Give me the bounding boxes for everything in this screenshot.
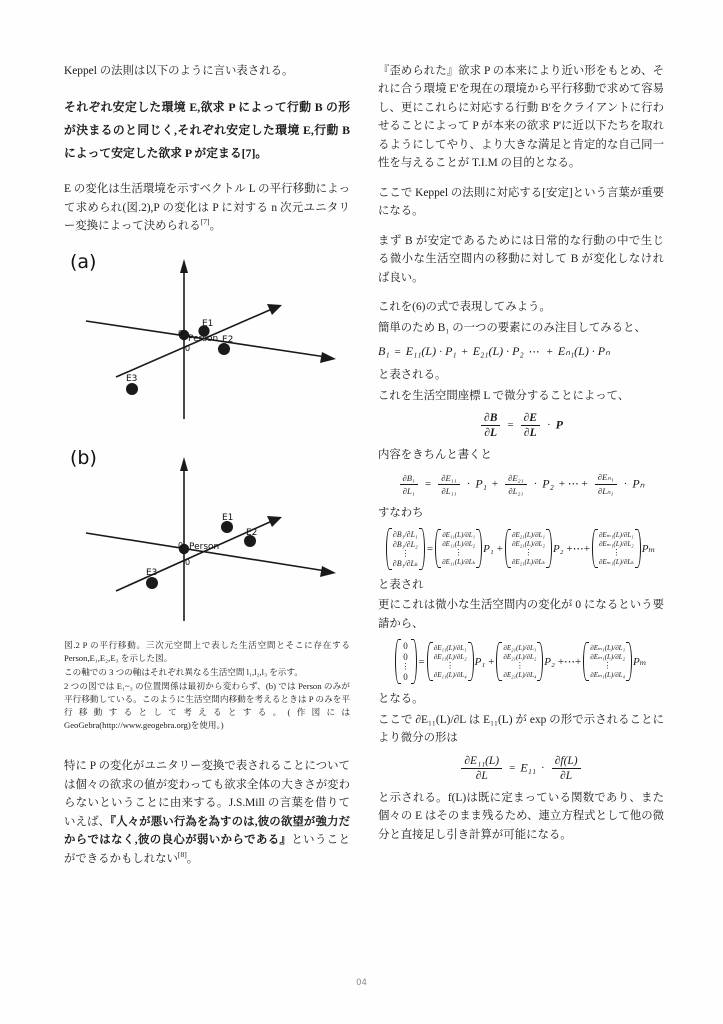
equation-4-lhs-numerator: ∂E₁₁(L) (461, 755, 502, 769)
matrix-2-t3-row-3: ⋮ (603, 661, 612, 671)
equation-3-term-3-factor: Pₙ (632, 475, 645, 490)
closing-tail: 。 (186, 852, 199, 865)
equation-3-term-1-factor: P₁ (475, 475, 487, 490)
matrix-1-t1-row-4: ∂E₁₁(L)/∂Lₖ (442, 558, 476, 567)
matrix-1-term-3-factor: Pₘ (641, 543, 656, 556)
e2-label-a: E2 (222, 334, 234, 345)
caption-line-2: この軸での 3 つの軸はそれぞれ異なる生活空間 l₁,l₂,l₃ を示す。 (64, 666, 303, 677)
origin-small-label-a: 0 (178, 328, 184, 338)
closing-text-2: ということができるかもしれない (64, 834, 350, 865)
matrix-1-t1-row-3: ⋮ (454, 548, 463, 558)
matrix-2-lhs-row-2: 0 (403, 652, 408, 663)
explanation-paragraph (64, 180, 350, 235)
right-paragraph-2: ここで Keppel の法則に対応する[安定]という言葉が重要になる。 (378, 186, 664, 218)
origin-small-label-b: 0 (178, 540, 184, 550)
matrix-equation-1: ∂B₁/∂L₁ ∂B₁/∂L₂ ⋮ ∂B₁/∂Lₖ = ∂E₁₁(L)/∂L₁ ∂E₁₁(L)/∂L₂ ⋮ ∂E₁₁(L)/∂Lₖ P₁ + ∂E₂₁(L)/∂L₁ ∂E₂₁(L)/∂L₂ ⋮ ∂E₂₁(L)/∂Lₖ P₂ +⋯+ ∂Eₘ₁(L)/∂L₁ ∂Eₘ₁(L)/∂L₂ ⋮ ∂Eₘ₁(L)/∂Lₖ Pₘ (378, 528, 664, 570)
after-equation-2: 内容をきちんと書くと (378, 449, 492, 462)
intro-paragraph: Keppel の法則は以下のように言い表される。 (64, 65, 294, 77)
matrix-1-term-1-factor: P₁ (483, 542, 494, 555)
equation-3-lhs-numerator: ∂B₁ (400, 473, 418, 485)
equation-3: $\frac{\text{∂B₁}}{\text{∂L₁}}$ = $\frac{\text{∂E₁₁}}{\text{∂L₁₁}}$ · P₁ + $\frac{\text{∂E₂₁}}{\text{∂L₂₁}}$ · P₂ + ⋯ + $\frac{\text{∂Eₙ₁}}{\text{∂Lₙ₁}}$ · Pₙ (378, 472, 664, 497)
matrix-1-term-1-vector (435, 529, 482, 568)
matrix-1-lhs-row-1: ∂B₁/∂L₁ (392, 529, 418, 539)
matrix-2-t2-row-1: ∂E₂₁(L)/∂L₁ (503, 644, 537, 653)
e3-label-a: E3 (126, 373, 138, 384)
before-matrix-2: 更にこれは微小な生活空間内の変化が 0 になるという要請から、 (378, 599, 664, 630)
matrix-1-term-3-vector (592, 529, 641, 568)
equation-2-lhs-denominator: ∂L (484, 427, 498, 440)
panel-b-label: (b) (70, 446, 97, 469)
matrix-2-t3-row-2: ∂Eₘ₁(L)/∂L₂ (590, 653, 625, 662)
closing-paragraph (64, 757, 350, 868)
person-label-b: Person (189, 541, 220, 552)
matrix-2-lhs-row-1: 0 (403, 641, 408, 652)
figure-panel-a (64, 247, 350, 443)
equation-2-rhs-fraction (521, 412, 540, 439)
after-equation-3: すなわち (378, 506, 424, 519)
equation-4: $\frac{\text{∂E₁₁(L)}}{\partial L}$ = E₁₁ · $\frac{\partial f(L)}{\partial L}$ (378, 755, 664, 782)
matrix-1-t1-row-1: ∂E₁₁(L)/∂L₁ (442, 531, 476, 540)
e1-label-b: E1 (222, 512, 234, 523)
matrix-1-t2-row-3: ⋮ (524, 548, 533, 558)
equation-3-term-2-fraction (505, 473, 526, 496)
equation-1-term-1: E₁₁(L) · P₁ (405, 344, 457, 359)
matrix-1-lhs-row-4: ∂B₁/∂Lₖ (392, 558, 418, 568)
matrix-2-t1-row-4: ∂E₁₁(L)/∂L₄ (433, 671, 467, 680)
equation-1-term-2: E₂₁(L) · P₂ (472, 344, 524, 359)
matrix-1-lhs-row-3: ⋮ (401, 548, 410, 558)
matrix-2-term-2-factor: P₂ (544, 655, 555, 668)
matrix-equation-2: 0 0 ⋮ 0 = ∂E₁₁(L)/∂L₁ ∂E₁₁(L)/∂L₂ ⋮ ∂E₁₁(L)/∂L₄ P₁ + ∂E₂₁(L)/∂L₁ ∂E₂₁(L)/∂L₂ ⋮ ∂E₂₁(L)/∂L₄ P₂ +⋯+ ∂Eₘ₁(L)/∂L₁ ∂Eₘ₁(L)/∂L₂ ⋮ ∂Eₘ₁(L)/∂L₄ Pₘ (378, 639, 664, 684)
equation-3-term-3-denominator: ∂Lₙ₁ (597, 485, 614, 496)
matrix-1-t2-row-2: ∂E₂₁(L)/∂L₂ (511, 540, 545, 549)
equation-3-term-2-numerator: ∂E₂₁ (505, 473, 526, 485)
right-paragraph-3: まず B が安定であるためには日常的な行動の中で生じる微小な生活空間内の移動に対して B が変化しなければ良い。 (378, 234, 664, 284)
equation-2-lhs-numerator: ∂B (481, 412, 500, 426)
matrix-1-lhs-vector (386, 528, 425, 570)
matrix-1-term-2-vector (505, 529, 552, 568)
matrix-1-t1-row-2: ∂E₁₁(L)/∂L₂ (442, 540, 476, 549)
figure-2 (64, 247, 350, 732)
equation-1-lhs: B₁ (378, 344, 390, 359)
explanation-tail: 。 (209, 220, 221, 233)
matrix-2-t3-row-1: ∂Eₘ₁(L)/∂L₁ (590, 644, 625, 653)
equation-4-rhs-factor: E₁₁ (520, 760, 537, 775)
panel-a-label: (a) (70, 250, 97, 273)
matrix-1-t2-row-1: ∂E₂₁(L)/∂L₁ (511, 531, 545, 540)
equation-3-term-1-denominator: ∂L₁₁ (441, 485, 457, 496)
matrix-2-t1-row-2: ∂E₁₁(L)/∂L₂ (433, 653, 467, 662)
right-paragraph-4: これを(6)の式で表現してみよう。 (378, 301, 551, 314)
keppel-law-claim: それぞれ安定した環境 E,欲求 P によって行動 B の形が決まるのと同じく,それぞれ安定した環境 E,行動 B によって安定した欲求 P が定まる[7]。 (64, 100, 350, 160)
equation-3-term-2-factor: P₂ (542, 475, 554, 490)
matrix-2-term-1-factor: P₁ (474, 655, 486, 668)
equation-3-term-1-numerator: ∂E₁₁ (438, 473, 459, 485)
equation-3-term-1-fraction (438, 473, 459, 496)
figure-caption (64, 639, 350, 732)
e1-label-a: E1 (202, 318, 214, 329)
matrix-2-t2-row-3: ⋮ (515, 661, 524, 671)
matrix-2-term-3-factor: Pₘ (633, 656, 647, 669)
reference-marker-7: [7] (200, 217, 210, 227)
matrix-1-lhs-row-2: ∂B₁/∂L₂ (392, 539, 418, 549)
equation-3-lhs-fraction (400, 473, 418, 496)
equation-1: B₁ = E₁₁(L) · P₁ + E₂₁(L) · P₂ ⋯ + Eₙ₁(L) · Pₙ (378, 344, 610, 359)
equation-2-rhs-numerator: ∂E (521, 412, 540, 426)
matrix-2-lhs-row-4: 0 (403, 672, 408, 683)
caption-line-3: 2 つの図では E₁~₃ の位置関係は最初から変わらず、(b) では Person のみが平行移動している。このように生活空間内移動を考えるときは P のみを平行移動するとして考えるとする。(作図には GeoGebra(http://www.geogebra.org)を使用。) (64, 680, 350, 731)
matrix-1-t3-row-1: ∂Eₘ₁(L)/∂L₁ (598, 531, 634, 540)
equation-2-rhs-denominator: ∂L (523, 427, 537, 440)
equation-4-lhs-fraction (461, 755, 502, 782)
matrix-2-term-1-vector (427, 642, 474, 681)
axes-diagram-a (64, 247, 350, 443)
matrix-2-t2-row-2: ∂E₂₁(L)/∂L₂ (503, 653, 537, 662)
equation-4-rhs-fraction (552, 755, 581, 782)
origin-axis-label-a: 0 (185, 343, 191, 353)
right-paragraph-1: 『歪められた』欲求 P の本来により近い形をもとめ、それに合う環境 E'を現在の環境から平行移動で求めて容易し、更にこれらに対応する行動 B'をクライアントに行わせることによって P が本来の欲求 P'に近以下たちを取れるようにしてやり、より大きな満足と肯定的な自己同一性を与えることが T.I.M の目的となる。 (378, 65, 664, 170)
equation-1-term-4: Eₙ₁(L) · Pₙ (557, 344, 610, 359)
page-number: 04 (356, 978, 367, 988)
matrix-1-t3-row-3: ⋮ (612, 548, 621, 558)
matrix-1-t3-row-4: ∂Eₘ₁(L)/∂Lₖ (598, 558, 634, 567)
right-paragraph-5: 簡単のため B₁ の一つの要素にのみ注目してみると、 (378, 321, 646, 334)
before-equation-2: これを生活空間座標 L で微分することによって、 (378, 389, 630, 402)
axes-diagram-b (64, 443, 350, 639)
person-label-a: Person (188, 333, 219, 344)
matrix-2-term-2-vector (496, 642, 543, 681)
equation-4-lhs-denominator: ∂L (475, 769, 488, 782)
equation-1-term-3: ⋯ (528, 346, 540, 359)
origin-axis-label-b: 0 (185, 557, 191, 567)
after-matrix-2: となる。 (378, 693, 424, 706)
caption-line-1: 図.2 P の平行移動。三次元空間上で表した生活空間とそこに存在する Person,E₁,E₂,E₃ を示した図。 (64, 639, 350, 663)
left-column (64, 62, 350, 879)
reference-marker-8: [8] (177, 849, 187, 859)
explanation-text: E の変化は生活環境を示すベクトル L の平行移動によって求められ(図.2),P の変化は P に対する n 次元ユニタリー変換によって決められる (64, 183, 350, 233)
equation-2-lhs-fraction (481, 412, 500, 439)
equation-4-rhs-numerator: ∂f(L) (552, 755, 581, 769)
e3-label-b: E3 (146, 567, 158, 578)
matrix-2-t1-row-3: ⋮ (446, 661, 455, 671)
closing-text-1: 特に P の変化がユニタリー変換で表されることについては個々の欲求の値が変わっても欲求全体の大きさが変わらないということに由来する。J.S.Mill の言葉を借りていえば、 (64, 760, 350, 828)
matrix-2-lhs-row-3: ⋮ (401, 662, 410, 672)
equation-4-rhs-denominator: ∂L (560, 769, 573, 782)
mill-quote: 『人々が悪い行為を為すのは,彼の欲望が強力だからではなく,彼の良心が弱いからである』 (64, 815, 350, 847)
right-paragraph-7: と示される。f(L)は既に定まっている関数であり、また個々の E はそのまま残るため、連立方程式として他の微分と直接足し引き計算が可能になる。 (378, 791, 664, 841)
after-equation-1: と表される。 (378, 369, 447, 382)
right-paragraph-6: ここで ∂E₁₁(L)/∂L は E₁₁(L) が exp の形で示されることにより微分の形は (378, 713, 664, 745)
matrix-2-lhs-vector (395, 639, 417, 684)
equation-3-lhs-denominator: ∂L₁ (402, 485, 415, 496)
after-matrix-1: と表され (378, 578, 424, 591)
equation-3-term-3-numerator: ∂Eₙ₁ (595, 472, 617, 485)
equation-2-rhs-factor: P (555, 417, 563, 432)
equation-3-term-2-denominator: ∂L₂₁ (508, 485, 524, 496)
matrix-2-t1-row-1: ∂E₁₁(L)/∂L₁ (433, 644, 467, 653)
matrix-1-t2-row-4: ∂E₂₁(L)/∂Lₖ (511, 558, 545, 567)
matrix-2-t2-row-4: ∂E₂₁(L)/∂L₄ (503, 671, 537, 680)
figure-panel-b (64, 443, 350, 639)
equation-2: $\frac{\partial B}{\partial L}$ = $\frac{\partial E}{\partial L}$ · P (378, 412, 664, 439)
equation-3-term-3-fraction (595, 472, 617, 497)
matrix-1-term-2-factor: P₂ (552, 542, 564, 555)
right-column (378, 62, 664, 855)
e2-label-b: E2 (246, 527, 258, 538)
matrix-1-t3-row-2: ∂Eₘ₁(L)/∂L₂ (598, 540, 634, 549)
matrix-2-term-3-vector (583, 642, 632, 681)
matrix-2-t3-row-4: ∂Eₘ₁(L)/∂L₄ (590, 671, 625, 680)
